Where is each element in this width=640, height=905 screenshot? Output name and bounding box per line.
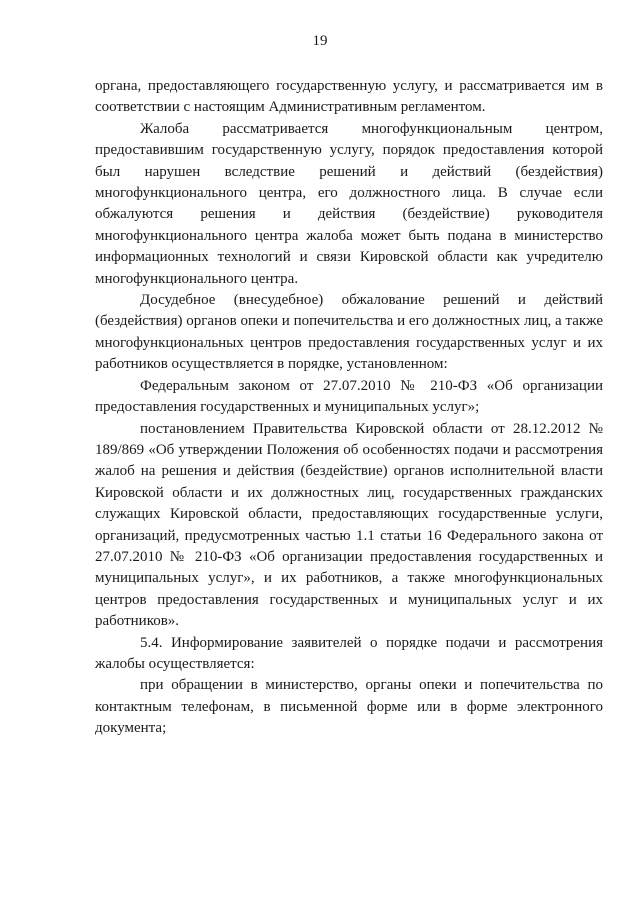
paragraph-pretrial-appeal: Досудебное (внесудебное) обжалование решений и действий (бездействия) органов опеки и попечительства и его должностных лиц, а также многофункциональных центров предоставления государственных услуг и их работников осуществляется в порядке, установленном: — [95, 292, 603, 373]
paragraph-government-decree: постановлением Правительства Кировской области от 28.12.2012 № 189/869 «Об утверждении Положения об особенностях подачи и рассмотрения жалоб на решения и действия (бездействие) органов исполнительной власти Кировской области и их должностных лиц, государственных гражданских служащих Кировской области, предоставляющих государственные услуги, организаций, предусмотренных частью 1.1 статьи 16 Федерального закона от 27.07.2010 № 210-ФЗ «Об организации предоставления государственных и муниципальных услуг», и их работников, а также многофункциональных центров предоставления государственных и муниципальных услуг и их работников». — [95, 420, 603, 630]
paragraph-complaint-mfc: Жалоба рассматривается многофункциональным центром, предоставившим государственную услугу, порядок предоставления которой был нарушен вследствие решений и действий (бездействия) многофункционального центра, его должностного лица. В случае если обжалуются решения и действия (бездействие) руководителя многофункционального центра жалоба может быть подана в министерство информационных технологий и связи Кировской области как учредителю многофункционального центра. — [95, 120, 603, 287]
document-body — [95, 76, 603, 740]
paragraph-contact-methods: при обращении в министерство, органы опеки и попечительства по контактным телефонам, в письменной форме или в форме электронного документа; — [95, 677, 603, 737]
page-number: 19 — [312, 33, 328, 49]
paragraph-continuation: органа, предоставляющего государственную услугу, и рассматривается им в соответствии с настоящим Административным регламентом. — [95, 78, 603, 116]
paragraph-federal-law: Федеральным законом от 27.07.2010 № 210-ФЗ «Об организации предоставления государственных и муниципальных услуг»; — [95, 377, 603, 416]
paragraph-section-5-4: 5.4. Информирование заявителей о порядке подачи и рассмотрения жалобы осуществляется: — [95, 634, 603, 672]
